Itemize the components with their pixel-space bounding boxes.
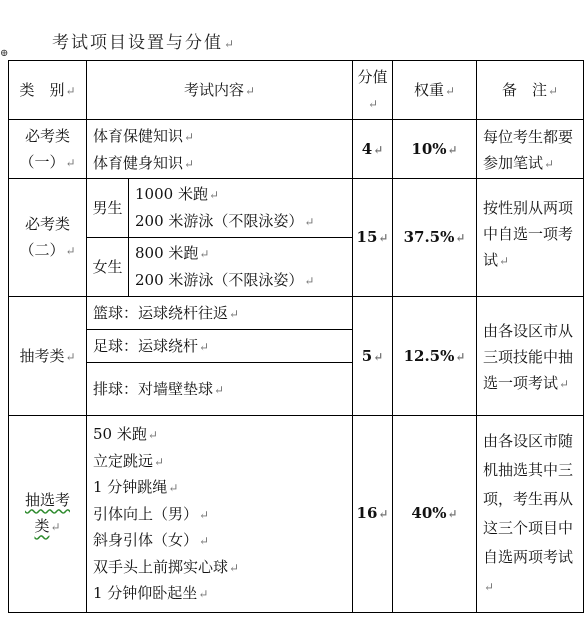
- weight-cell: 37.5%↵: [393, 179, 477, 297]
- table-row: [9, 416, 584, 613]
- content-item: 立定跳远↵: [93, 451, 165, 470]
- content-item: 200 米游泳（不限泳姿）↵: [135, 271, 315, 289]
- content-cell: 篮球：运球绕杆往返↵: [87, 297, 353, 330]
- content-item: 引体向上（男）↵: [93, 504, 210, 523]
- content-item: 1 分钟跳绳↵: [93, 478, 179, 496]
- content-item: 体育保健知识↵: [93, 127, 195, 145]
- content-cell: 足球：运球绕杆↵: [87, 330, 353, 363]
- gender-cell-male: 男生: [87, 179, 129, 238]
- content-cell: [129, 238, 353, 297]
- header-weight: 权重↵: [393, 61, 477, 120]
- category-cell: 抽选考类↵: [9, 416, 87, 613]
- category-cell: 抽考类↵: [9, 297, 87, 416]
- note-cell: 每位考生都要参加笔试↵: [477, 120, 584, 179]
- weight-cell: 12.5%↵: [393, 297, 477, 416]
- score-cell: 15↵: [353, 179, 393, 297]
- content-item: 体育健身知识↵: [93, 154, 195, 172]
- content-item: 1 分钟仰卧起坐↵: [93, 584, 209, 602]
- score-cell: 5↵: [353, 297, 393, 416]
- table-row: [9, 120, 584, 179]
- content-item: 斜身引体（女）↵: [93, 531, 210, 549]
- note-cell: 由各设区市从三项技能中抽选一项考试↵: [477, 297, 584, 416]
- score-cell: 16↵: [353, 416, 393, 613]
- content-cell: [129, 179, 353, 238]
- score-cell: 4↵: [353, 120, 393, 179]
- note-cell: 按性别从两项中自选一项考试↵: [477, 179, 584, 297]
- header-score: 分值↵: [353, 61, 393, 120]
- category-cell: 必考类（二）↵: [9, 179, 87, 297]
- content-cell: [87, 416, 353, 613]
- content-item: 800 米跑↵: [135, 244, 210, 262]
- content-cell: 排球：对墙壁垫球↵: [87, 363, 353, 416]
- content-item: 双手头上前掷实心球↵: [93, 557, 240, 576]
- content-item: 50 米跑↵: [93, 425, 158, 443]
- category-cell: 必考类（一）↵: [9, 120, 87, 179]
- table-row: [9, 179, 584, 238]
- weight-cell: 40%↵: [393, 416, 477, 613]
- gender-cell-female: 女生: [87, 238, 129, 297]
- header-note: 备 注↵: [477, 61, 584, 120]
- content-item: 200 米游泳（不限泳姿）↵: [135, 212, 315, 230]
- exam-table: [8, 60, 584, 613]
- document-title: 考试项目设置与分值↵: [52, 33, 237, 53]
- table-anchor-icon: ⊕: [0, 48, 9, 59]
- table-header-row: [9, 61, 584, 120]
- header-category: 类 别↵: [9, 61, 87, 120]
- weight-cell: 10%↵: [393, 120, 477, 179]
- note-cell: 由各设区市随机抽选其中三项，考生再从这三个项目中自选两项考试↵: [477, 416, 584, 613]
- table-row: [9, 297, 584, 330]
- header-content: 考试内容↵: [87, 61, 353, 120]
- content-item: 1000 米跑↵: [135, 185, 220, 203]
- content-cell: [87, 120, 353, 179]
